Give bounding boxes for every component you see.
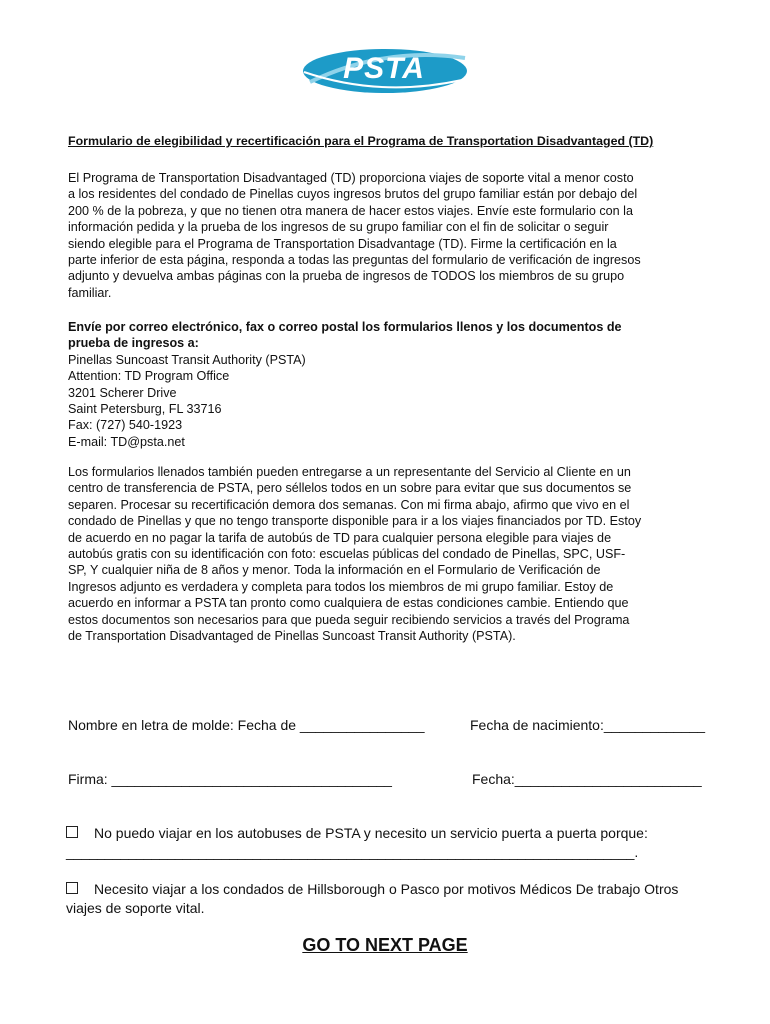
- other-counties-option: [66, 880, 736, 918]
- date-of-birth-field[interactable]: Fecha de nacimiento:_____________: [470, 717, 706, 733]
- certification-line: condado de Pinellas y que no tengo transporte disponible para ir a los viajes financiados por TD. Estoy: [68, 514, 642, 529]
- intro-paragraph: [68, 170, 708, 301]
- intro-line: 200 % de la pobreza, y que no tienen otra manera de hacer estos viajes. Envíe este formulario con la: [68, 203, 633, 218]
- go-to-next-page: GO TO NEXT PAGE: [302, 935, 468, 955]
- certification-line: de acuerdo en no pagar la tarifa de autobús de TD para cualquier persona elegible para viajes de: [68, 530, 612, 545]
- address-line: Saint Petersburg, FL 33716: [68, 402, 222, 417]
- other-counties-checkbox[interactable]: [66, 882, 78, 894]
- intro-line: El Programa de Transportation Disadvantaged (TD) proporciona viajes de soporte vital a menor costo: [68, 171, 634, 185]
- intro-line: familiar.: [68, 285, 112, 300]
- certification-line: Los formularios llenados también pueden entregarse a un representante del Servicio al Cliente en un: [68, 465, 631, 479]
- door-to-door-label: No puedo viajar en los autobuses de PSTA y necesito un servicio puerta a puerta porque:: [94, 825, 648, 841]
- address-line: Attention: TD Program Office: [68, 369, 230, 384]
- certification-line: SP, Y cualquier niña de 8 años y menor. Toda la información en el Formulario de Verificación de: [68, 563, 601, 578]
- form-title: Formulario de elegibilidad y recertificación para el Programa de Transportation Disadvantaged (TD): [68, 134, 654, 148]
- certification-line: acuerdo en informar a PSTA tan pronto como cualquiera de estas condiciones cambie. Entiendo que: [68, 596, 629, 611]
- signature-field[interactable]: Firma: ____________________________________: [68, 771, 392, 787]
- logo-wordmark: PSTA: [343, 52, 425, 85]
- certification-line: estos documentos son necesarios para que pueda seguir recibiendo servicios a través del Programa: [68, 612, 630, 627]
- certification-line: centro de transferencia de PSTA, pero séllelos todos en un sobre para evitar que sus documentos se: [68, 481, 632, 496]
- address-line: Pinellas Suncoast Transit Authority (PSTA): [68, 352, 306, 367]
- door-to-door-reason-line[interactable]: _________________________________________________________________________.: [66, 844, 639, 860]
- psta-logo: [300, 42, 470, 100]
- intro-line: parte inferior de esta página, responda a todas las preguntas del formulario de verificación de ingresos: [68, 253, 641, 268]
- intro-line: información pedida y la prueba de los ingresos de su grupo familiar con el fin de solicitar o seguir: [68, 220, 609, 235]
- printed-name-field[interactable]: Nombre en letra de molde: Fecha de ________________: [68, 717, 425, 733]
- other-counties-label: Necesito viajar a los condados de Hillsborough o Pasco por motivos Médicos De trabajo Otros: [94, 881, 679, 897]
- certification-line: Ingresos adjunto es verdadera y completa para todos los miembros de mi grupo familiar. Estoy de: [68, 579, 614, 594]
- mail-heading-line: Envíe por correo electrónico, fax o correo postal los formularios llenos y los documentos de: [68, 320, 622, 334]
- date-field[interactable]: Fecha:________________________: [472, 771, 702, 787]
- intro-line: adjunto y devuelva ambas páginas con la prueba de ingresos de TODOS los miembros de su grupo: [68, 269, 625, 284]
- address-line: 3201 Scherer Drive: [68, 385, 177, 400]
- other-counties-label-cont: viajes de soporte vital.: [66, 900, 205, 916]
- intro-line: a los residentes del condado de Pinellas cuyos ingresos brutos del grupo familiar están por debajo del: [68, 187, 638, 202]
- mail-heading-line: prueba de ingresos a:: [68, 336, 199, 351]
- certification-line: separen. Procesar su recertificación demora dos semanas. Con mi firma abajo, afirmo que vivo en el: [68, 497, 630, 512]
- intro-line: siendo elegible para el Programa de Transportation Disadvantage (TD). Firme la certificación en la: [68, 236, 617, 251]
- certification-paragraph: [68, 464, 708, 644]
- certification-line: de Transportation Disadvantaged de Pinellas Suncoast Transit Authority (PSTA).: [68, 629, 516, 644]
- certification-line: autobús gratis con su identificación con foto: escuelas públicas del condado de Pinellas, SPC, USF-: [68, 547, 626, 562]
- email-line: E-mail: TD@psta.net: [68, 434, 185, 449]
- door-to-door-option: [66, 824, 736, 862]
- mailing-address-block: [68, 319, 708, 450]
- door-to-door-checkbox[interactable]: [66, 826, 78, 838]
- fax-line: Fax: (727) 540-1923: [68, 418, 183, 433]
